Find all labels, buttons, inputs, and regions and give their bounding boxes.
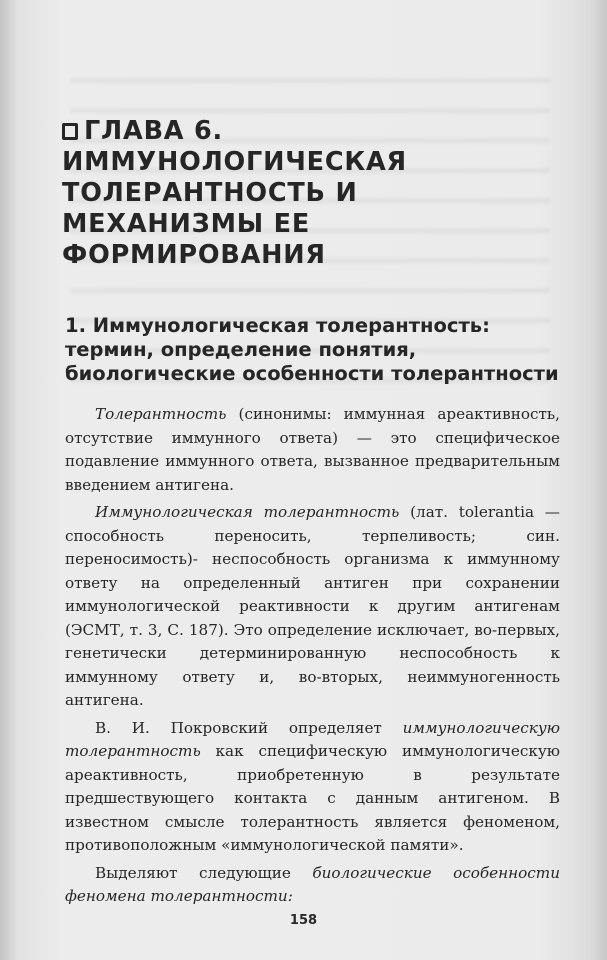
checkbox-square-icon bbox=[62, 123, 78, 140]
paragraph-3: В. И. Покровский определяет иммунологическую толерантность как специфическую иммунологическую ареактивность, приобретенную в результате предшествующего контакта с данным антигеном. В известном смысле толерантность является феноменом, противоположным «иммунологической памяти». bbox=[65, 718, 560, 854]
term-immunological-tolerance-2: иммунологическую толерантность bbox=[65, 718, 560, 760]
body-text bbox=[65, 403, 560, 913]
term-immunological-tolerance: Иммунологическая толерантность bbox=[95, 503, 400, 521]
paragraph-4: Выделяют следующие биологические особенности феномена толерантности: bbox=[65, 863, 560, 905]
chapter-heading bbox=[62, 116, 562, 271]
term-biological-features: биологические особенности феномена толерантности: bbox=[65, 863, 560, 905]
page-number: 158 bbox=[289, 913, 318, 928]
paragraph-2: Иммунологическая толерантность (лат. tolerantia — способность переносить, терпеливость; син. переносимость)- неспособность организма к иммунному ответу на определенный антиген при сохранении иммунологической реактивности к другим антигенам (ЭСМТ, т. 3, С. 187). Это определение исключает, во-первых, генетически детерминированную неспособность к иммунному ответу и, во-вторых, неиммуногенность антигена. bbox=[65, 503, 560, 709]
term-tolerance: Толерантность bbox=[95, 405, 227, 423]
section-heading: 1. Иммунологическая толерантность: термин, определение понятия, биологические особенности толерантности bbox=[65, 314, 559, 385]
paragraph-1: Толерантность (синонимы: иммунная ареактивность, отсутствие иммунного ответа) — это специфическое подавление иммунного ответа, вызванное предварительным введением антигена. bbox=[65, 405, 560, 494]
chapter-title: ГЛАВА 6. ИММУНОЛОГИЧЕСКАЯ ТОЛЕРАНТНОСТЬ И МЕХАНИЗМЫ ЕЕ ФОРМИРОВАНИЯ bbox=[62, 116, 407, 270]
